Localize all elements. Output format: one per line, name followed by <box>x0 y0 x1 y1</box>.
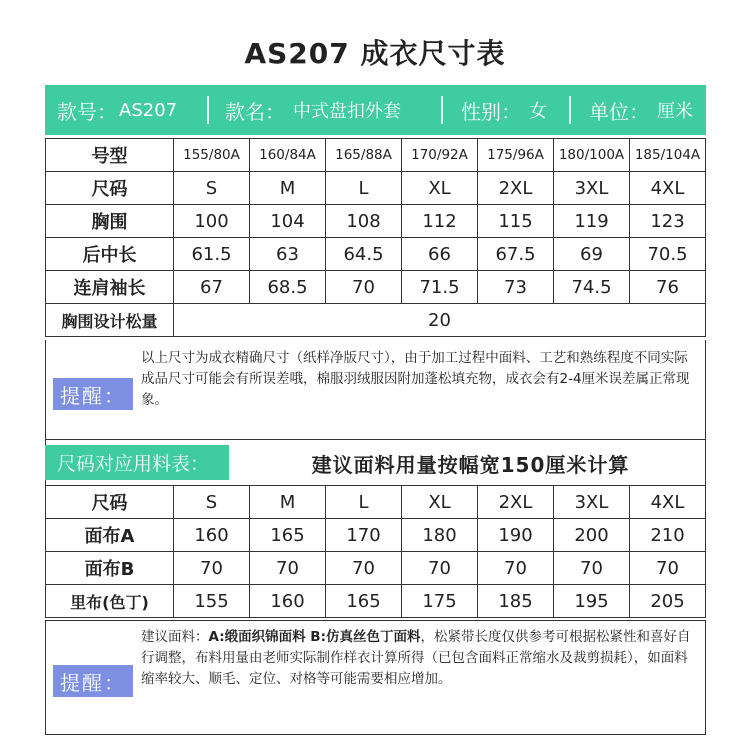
fabric-table <box>45 485 706 618</box>
gender-value: 女 <box>529 101 547 122</box>
row-label: 面布A <box>46 519 174 552</box>
row-label: 面布B <box>46 552 174 585</box>
table-cell: 2XL <box>478 486 554 519</box>
fabric-section-header <box>45 439 706 485</box>
table-cell: 69 <box>554 238 630 271</box>
table-cell: 4XL <box>630 172 706 205</box>
table-row <box>46 172 706 205</box>
style-name-label: 款名： <box>225 99 285 124</box>
note-text: 以上尺寸为成衣精确尺寸（纸样净版尺寸），由于加工过程中面料、工艺和熟练程度不同实际成品尺寸可能会有所误差哦，棉服羽绒服因附加蓬松填充物，成衣会有2-4厘米误差属正常现象。 <box>141 350 690 408</box>
table-cell: 70 <box>250 552 326 585</box>
ease-label: 胸围设计松量 <box>46 304 174 337</box>
row-label: 后中长 <box>46 238 174 271</box>
table-cell: 2XL <box>478 172 554 205</box>
table-cell: 108 <box>326 205 402 238</box>
fabric-section-caption: 建议面料用量按幅宽150厘米计算 <box>311 452 630 477</box>
table-cell: 210 <box>630 519 706 552</box>
table-cell: 165 <box>250 519 326 552</box>
table-cell: 67 <box>174 271 250 304</box>
table-cell: 70 <box>554 552 630 585</box>
style-name-value: 中式盘扣外套 <box>293 101 401 122</box>
table-cell: 70.5 <box>630 238 706 271</box>
unit <box>571 85 693 135</box>
table-cell: 160 <box>174 519 250 552</box>
table-cell: XL <box>402 486 478 519</box>
table-cell: 195 <box>554 585 630 618</box>
row-label: 号型 <box>46 139 174 172</box>
table-cell: 165/88A <box>326 139 402 172</box>
table-cell: 160 <box>250 585 326 618</box>
table-cell: L <box>326 486 402 519</box>
table-cell: 70 <box>402 552 478 585</box>
table-row <box>46 519 706 552</box>
table-cell: 200 <box>554 519 630 552</box>
table-cell: M <box>250 486 326 519</box>
table-cell: 104 <box>250 205 326 238</box>
table-cell: 76 <box>630 271 706 304</box>
table-cell: 71.5 <box>402 271 478 304</box>
style-name <box>209 85 441 135</box>
table-cell: 205 <box>630 585 706 618</box>
gender-label: 性别： <box>461 99 521 124</box>
table-cell: 175 <box>402 585 478 618</box>
divider <box>207 96 209 124</box>
table-cell: 63 <box>250 238 326 271</box>
table-cell: 155 <box>174 585 250 618</box>
row-label: 里布(色丁) <box>46 585 174 618</box>
style-no-label: 款号： <box>57 99 117 124</box>
table-row <box>46 205 706 238</box>
table-cell: 3XL <box>554 172 630 205</box>
header-bar <box>45 85 706 135</box>
size-table <box>45 138 706 337</box>
tip-badge: 提醒： <box>53 665 133 697</box>
table-cell: 70 <box>326 271 402 304</box>
row-label: 连肩袖长 <box>46 271 174 304</box>
gender <box>443 85 569 135</box>
table-cell: 70 <box>630 552 706 585</box>
table-cell: 170 <box>326 519 402 552</box>
row-label: 尺码 <box>46 172 174 205</box>
divider <box>569 96 571 124</box>
table-cell: 4XL <box>630 486 706 519</box>
table-cell: 61.5 <box>174 238 250 271</box>
table-cell: 190 <box>478 519 554 552</box>
note-bold: A:缎面织锦面料 B:仿真丝色丁面料 <box>208 629 421 645</box>
table-cell: 185/104A <box>630 139 706 172</box>
table-row <box>46 271 706 304</box>
style-no <box>45 85 207 135</box>
table-cell: 112 <box>402 205 478 238</box>
table-cell: 68.5 <box>250 271 326 304</box>
divider <box>441 96 443 124</box>
table-cell: 70 <box>478 552 554 585</box>
style-no-value: AS207 <box>119 99 178 121</box>
table-row <box>46 486 706 519</box>
page-title: AS207 成衣尺寸表 <box>244 37 506 70</box>
table-cell: S <box>174 486 250 519</box>
table-cell: 160/84A <box>250 139 326 172</box>
note-text <box>141 627 695 690</box>
ease-row <box>46 304 706 337</box>
note-box <box>45 620 706 735</box>
table-row <box>46 238 706 271</box>
table-cell: 170/92A <box>402 139 478 172</box>
table-cell: 180 <box>402 519 478 552</box>
table-cell: 64.5 <box>326 238 402 271</box>
table-cell: 155/80A <box>174 139 250 172</box>
fabric-section-tag: 尺码对应用料表： <box>45 445 229 480</box>
table-cell: 74.5 <box>554 271 630 304</box>
table-row <box>46 139 706 172</box>
table-cell: L <box>326 172 402 205</box>
table-cell: 165 <box>326 585 402 618</box>
row-label: 尺码 <box>46 486 174 519</box>
table-cell: 180/100A <box>554 139 630 172</box>
tip-badge: 提醒： <box>53 378 133 410</box>
table-cell: S <box>174 172 250 205</box>
table-cell: 175/96A <box>478 139 554 172</box>
table-cell: M <box>250 172 326 205</box>
note-prefix: 建议面料： <box>141 629 209 645</box>
table-row <box>46 552 706 585</box>
table-cell: 123 <box>630 205 706 238</box>
table-cell: 66 <box>402 238 478 271</box>
unit-label: 单位： <box>589 99 649 124</box>
table-cell: 3XL <box>554 486 630 519</box>
table-row <box>46 585 706 618</box>
table-cell: 185 <box>478 585 554 618</box>
table-cell: 115 <box>478 205 554 238</box>
table-cell: 67.5 <box>478 238 554 271</box>
note-box <box>45 340 706 440</box>
table-cell: 100 <box>174 205 250 238</box>
table-cell: 119 <box>554 205 630 238</box>
unit-value: 厘米 <box>657 101 693 122</box>
table-cell: XL <box>402 172 478 205</box>
table-cell: 70 <box>326 552 402 585</box>
table-cell: 73 <box>478 271 554 304</box>
ease-value: 20 <box>174 304 706 337</box>
row-label: 胸围 <box>46 205 174 238</box>
table-cell: 70 <box>174 552 250 585</box>
note-body: ，松紧带长度仅供参考可根据松紧性和喜好自行调整，布料用量由老师实际制作样衣计算所得（已包含面料正常缩水及裁剪损耗），如面料缩率较大、顺毛、定位、对格等可能需要相应增加。 <box>141 629 691 687</box>
